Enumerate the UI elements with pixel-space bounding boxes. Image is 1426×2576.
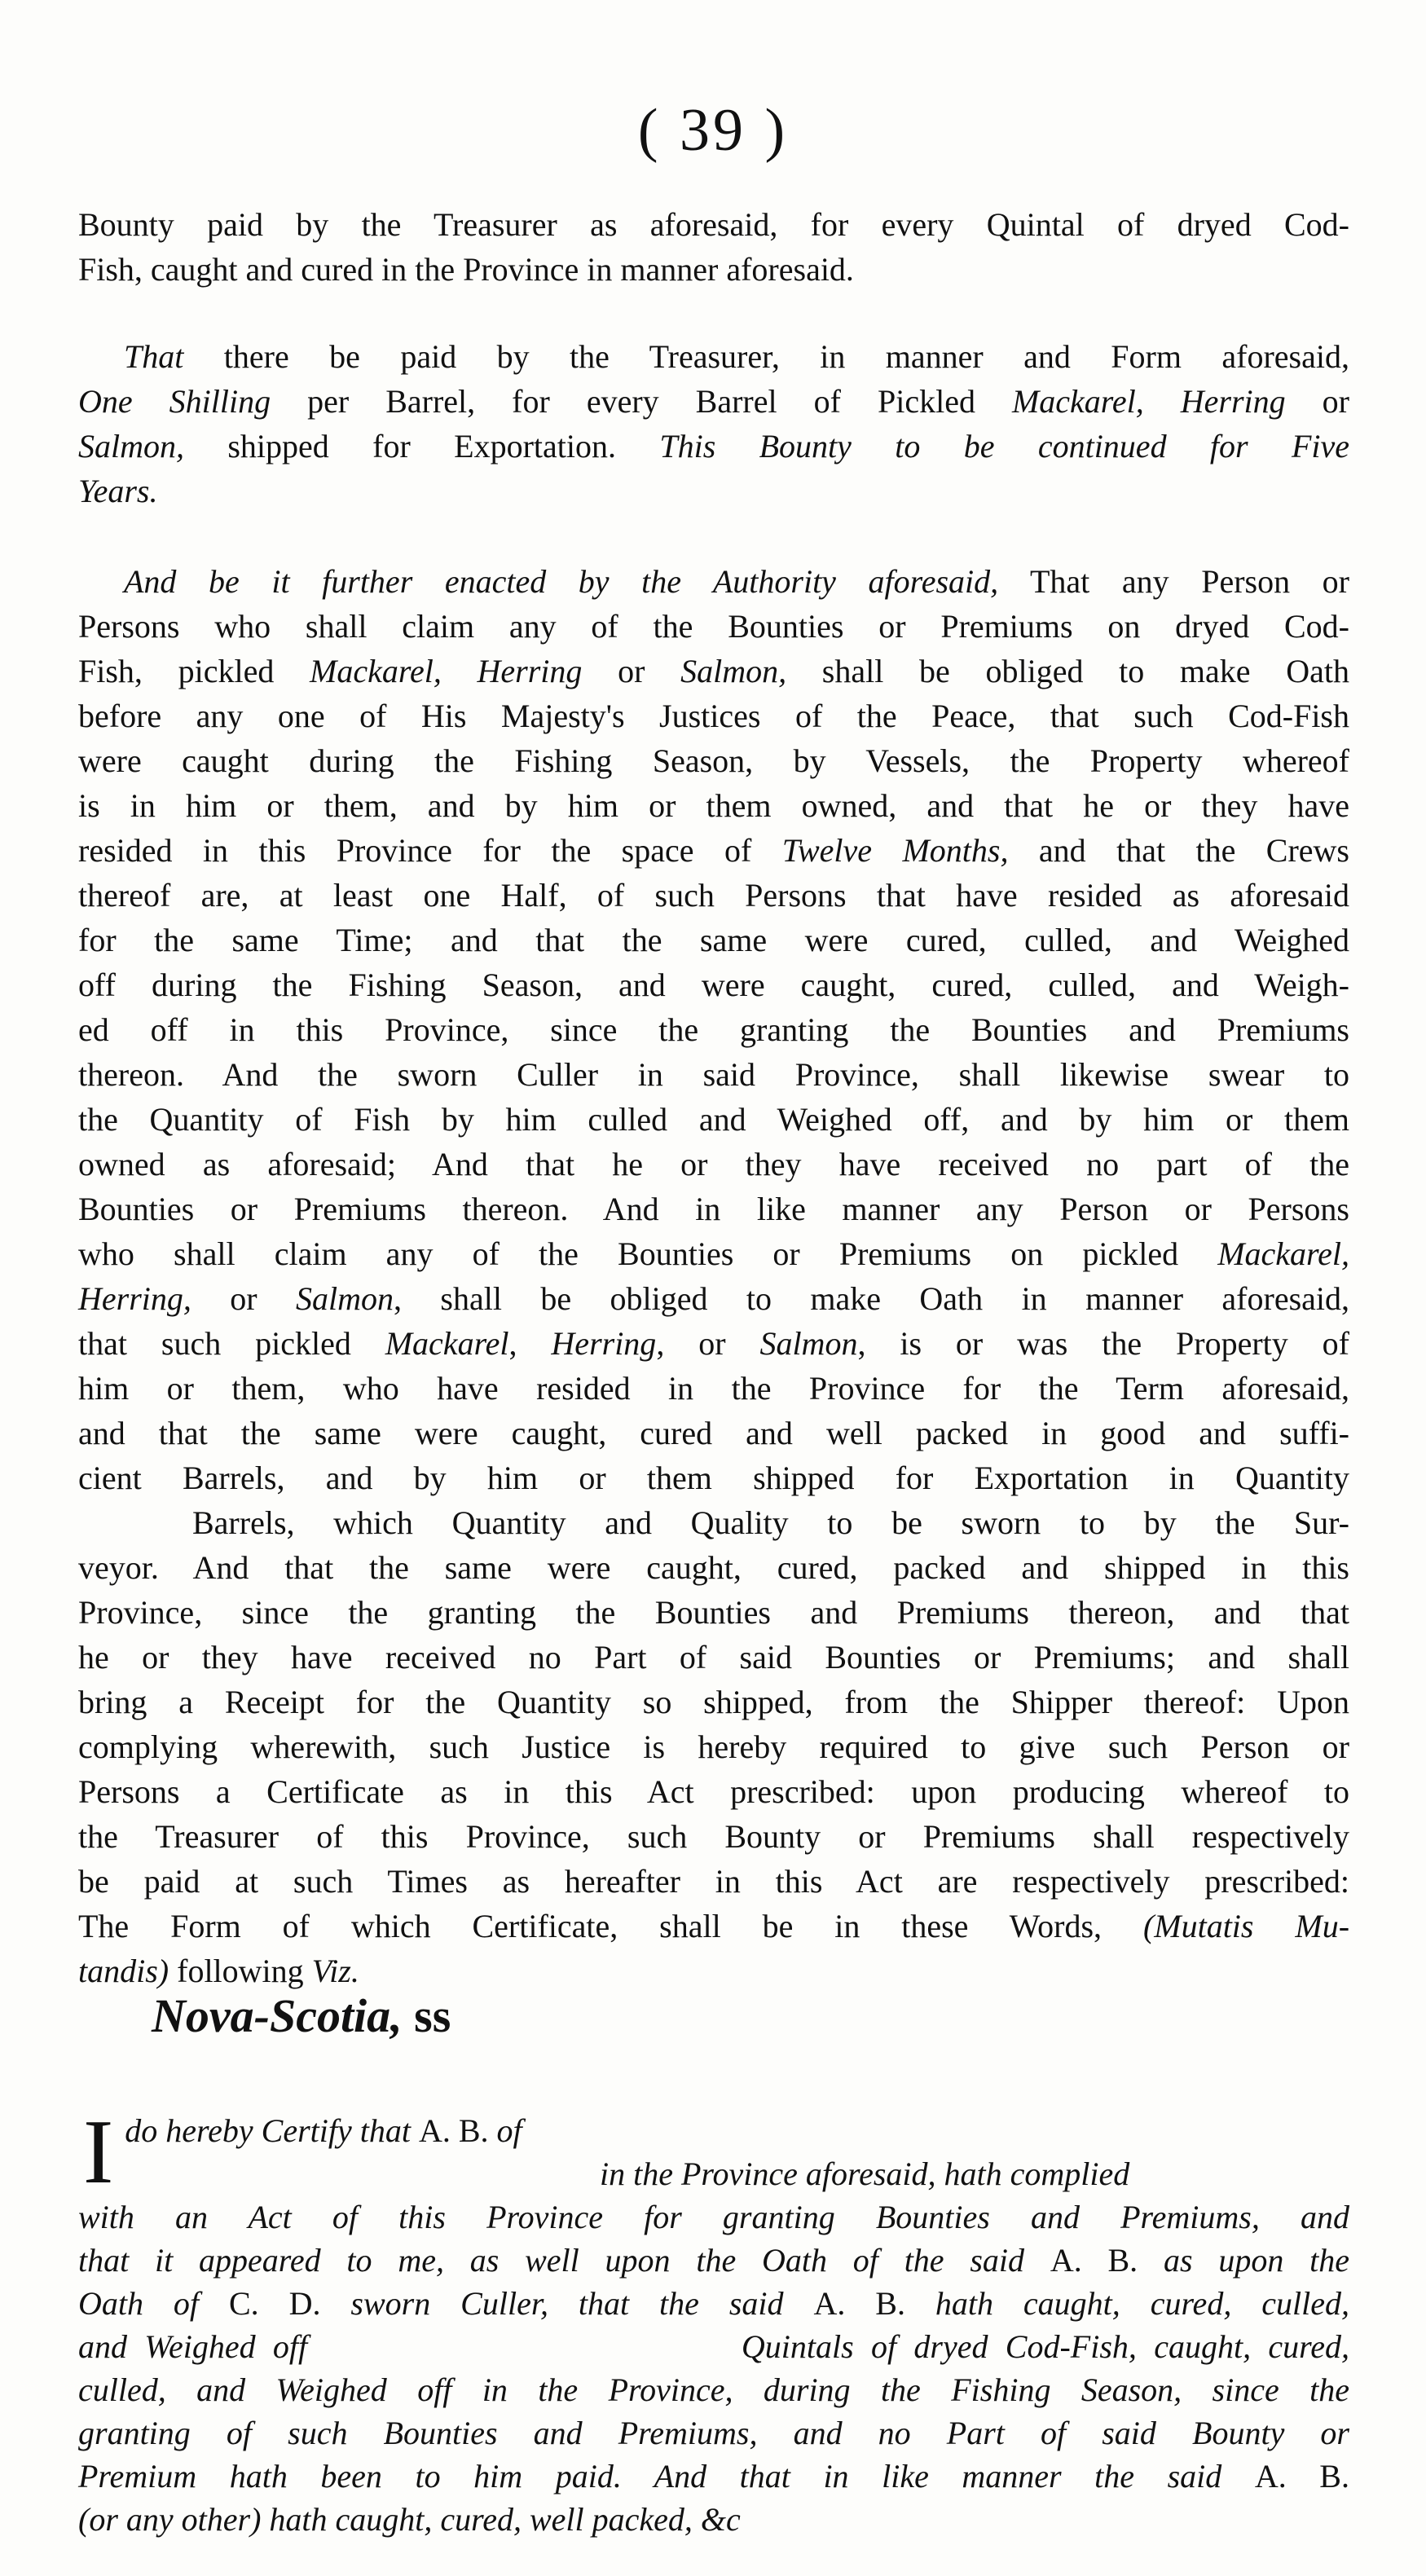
text-run: That any Person or xyxy=(998,563,1349,600)
text-line xyxy=(78,469,1349,513)
text-line: bring a Receipt for the Quantity so shipped, from the Shipper thereof: Upon xyxy=(78,1684,1349,1720)
italic-phrase: This Bounty to be continued for Five xyxy=(659,428,1349,465)
text-run: , shall be obliged to make Oath in manner aforesaid, xyxy=(394,1280,1350,1317)
text-line: thereon. And the sworn Culler in said Province, shall likewise swear to xyxy=(78,1056,1349,1093)
text-line: he or they have received no Part of said Bounties or Premiums; and shall xyxy=(78,1639,1349,1676)
text-line: Persons who shall claim any of the Bounties or Premiums on dryed Cod- xyxy=(78,608,1349,645)
text-run: Barrels, which Quantity and Quality to be sworn to by the Sur- xyxy=(192,1504,1349,1541)
text-line xyxy=(78,379,1349,424)
italic-phrase: One Shilling xyxy=(78,383,271,420)
text-line: the Treasurer of this Province, such Bounty or Premiums shall respectively xyxy=(78,1818,1349,1855)
text-line xyxy=(78,334,1349,379)
text-line: and Weighed off Quintals of dryed Cod-Fish, caught, cured, xyxy=(78,2328,1349,2365)
paragraph-oath-enactment xyxy=(78,559,1349,1993)
text-run: The Form of which Certificate, shall be in these Words, xyxy=(78,1908,1143,1944)
text-line: the Quantity of Fish by him culled and Weighed off, and by him or them xyxy=(78,1101,1349,1138)
heading-ss-mark: ss xyxy=(402,1989,451,2042)
text-line: Bounty paid by the Treasurer as aforesaid, for every Quintal of dryed Cod- xyxy=(78,206,1349,243)
text-run: as upon the xyxy=(1138,2242,1349,2279)
text-run: Fish, pickled xyxy=(78,653,310,689)
text-run: shipped for Exportation. xyxy=(184,428,660,465)
text-line xyxy=(78,1949,1349,1993)
text-run: , is or was the Property of xyxy=(857,1325,1349,1362)
text-line: before any one of His Majesty's Justices of the Peace, that such Cod-Fish xyxy=(78,698,1349,734)
italic-phrase: (Mutatis Mu- xyxy=(1142,1908,1350,1944)
page-number: ( 39 ) xyxy=(637,97,789,164)
italic-phrase: Herring, xyxy=(78,1280,191,1317)
paragraph-shilling-bounty xyxy=(78,334,1349,513)
text-line xyxy=(78,2282,1349,2325)
text-run: following xyxy=(169,1953,312,1989)
text-line: ed off in this Province, since the granting the Bounties and Premiums xyxy=(78,1011,1349,1048)
italic-phrase: Salmon, xyxy=(680,653,787,689)
text-line xyxy=(78,649,1349,694)
italic-phrase: That xyxy=(124,338,184,375)
drop-cap: I xyxy=(83,2102,114,2203)
text-run: that such pickled xyxy=(78,1325,385,1362)
text-line: Persons a Certificate as in this Act prescribed: upon producing whereof to xyxy=(78,1773,1349,1810)
text-run: do hereby Certify that xyxy=(125,2112,419,2149)
text-run: hath caught, cured, culled, xyxy=(904,2285,1349,2322)
text-run: A. B. xyxy=(813,2285,905,2322)
text-line xyxy=(78,828,1349,873)
text-line xyxy=(78,1276,1349,1321)
text-line xyxy=(78,1231,1349,1276)
italic-phrase: Viz. xyxy=(311,1953,359,1989)
text-line: (or any other) hath caught, cured, well packed, &c xyxy=(78,2501,741,2538)
italic-phrase: Salmon xyxy=(296,1280,394,1317)
text-line: in the Province aforesaid, hath complied xyxy=(600,2155,1130,2192)
text-run: who shall claim any of the Bounties or Premiums on pickled xyxy=(78,1235,1218,1272)
text-line: off during the Fishing Season, and were caught, cured, culled, and Weigh- xyxy=(78,967,1349,1003)
text-run: C. D. xyxy=(228,2285,321,2322)
text-line: complying wherewith, such Justice is hereby required to give such Person or xyxy=(78,1728,1349,1765)
certificate-heading xyxy=(152,1988,451,2043)
text-run: sworn Culler, that the said xyxy=(320,2285,814,2322)
text-line: cient Barrels, and by him or them shipped for Exportation in Quantity xyxy=(78,1460,1349,1496)
paragraph-bounty-cod xyxy=(78,202,1349,292)
italic-phrase: Twelve Months, xyxy=(781,832,1009,869)
text-line: were caught during the Fishing Season, by Vessels, the Property whereof xyxy=(78,742,1349,779)
text-run: or xyxy=(230,1280,297,1317)
text-line: Bounties or Premiums thereon. And in like manner any Person or Persons xyxy=(78,1191,1349,1227)
text-line: is in him or them, and by him or them owned, and that he or they have xyxy=(78,787,1349,824)
text-line: thereof are, at least one Half, of such Persons that have resided as aforesaid xyxy=(78,877,1349,914)
text-line: for the same Time; and that the same were cured, culled, and Weighed xyxy=(78,922,1349,958)
text-line: veyor. And that the same were caught, cured, packed and shipped in this xyxy=(78,1549,1349,1586)
text-line: culled, and Weighed off in the Province, during the Fishing Season, since the xyxy=(78,2371,1349,2408)
italic-phrase: Mackarel, Herring xyxy=(1011,383,1286,420)
text-run: and that the Crews xyxy=(1008,832,1349,869)
italic-phrase: Herring xyxy=(477,653,583,689)
text-run: A. B. xyxy=(1254,2458,1349,2495)
text-line xyxy=(78,1500,1349,1545)
italic-phrase: Herring xyxy=(551,1325,657,1362)
text-line: Province, since the granting the Bounties and Premiums thereon, and that xyxy=(78,1594,1349,1631)
text-run: that it appeared to me, as well upon the Oath of the said xyxy=(78,2242,1050,2279)
italic-phrase: And be it further enacted by the Authority aforesaid, xyxy=(124,563,999,600)
text-line: him or them, who have resided in the Province for the Term aforesaid, xyxy=(78,1370,1349,1407)
text-line xyxy=(78,424,1349,469)
text-run: shall be obliged to make Oath xyxy=(786,653,1349,689)
text-run: Oath of xyxy=(78,2285,229,2322)
text-run: A. B. xyxy=(418,2112,489,2149)
text-run: , xyxy=(508,1325,552,1362)
italic-phrase: Mackarel, xyxy=(310,653,442,689)
text-line xyxy=(78,559,1349,604)
italic-phrase: tandis) xyxy=(78,1953,169,1989)
text-line xyxy=(78,2455,1349,2498)
italic-phrase: Mackarel xyxy=(385,1325,509,1362)
text-line: owned as aforesaid; And that he or they have received no part of the xyxy=(78,1146,1349,1182)
text-line: granting of such Bounties and Premiums, and no Part of said Bounty or xyxy=(78,2415,1349,2451)
italic-phrase: Years. xyxy=(78,473,158,509)
heading-place: Nova-Scotia, xyxy=(152,1989,403,2042)
text-line xyxy=(78,1321,1349,1366)
text-run: per Barrel, for every Barrel of Pickled xyxy=(271,383,1012,420)
text-run: resided in this Province for the space of xyxy=(78,832,782,869)
italic-phrase: Salmon, xyxy=(78,428,184,465)
italic-phrase: Mackarel, xyxy=(1217,1235,1349,1272)
text-line xyxy=(78,2239,1349,2282)
text-line xyxy=(78,1904,1349,1949)
text-run: or xyxy=(1285,383,1349,420)
text-line xyxy=(78,2109,1349,2152)
text-line: Fish, caught and cured in the Province in manner aforesaid. xyxy=(78,251,854,288)
text-run: of xyxy=(488,2112,522,2149)
text-line: be paid at such Times as hereafter in this Act are respectively prescribed: xyxy=(78,1863,1349,1900)
italic-phrase: Salmon xyxy=(759,1325,858,1362)
text-run: Premium hath been to him paid. And that in like manner the said xyxy=(78,2458,1255,2495)
text-run: A. B. xyxy=(1050,2242,1138,2279)
text-line: and that the same were caught, cured and well packed in good and suffi- xyxy=(78,1415,1349,1451)
text-line: with an Act of this Province for granting Bounties and Premiums, and xyxy=(78,2199,1349,2235)
certificate-form xyxy=(78,2102,1349,2541)
text-run: , or xyxy=(656,1325,760,1362)
text-run: or xyxy=(582,653,681,689)
text-run: there be paid by the Treasurer, in manner and Form aforesaid, xyxy=(183,338,1349,375)
